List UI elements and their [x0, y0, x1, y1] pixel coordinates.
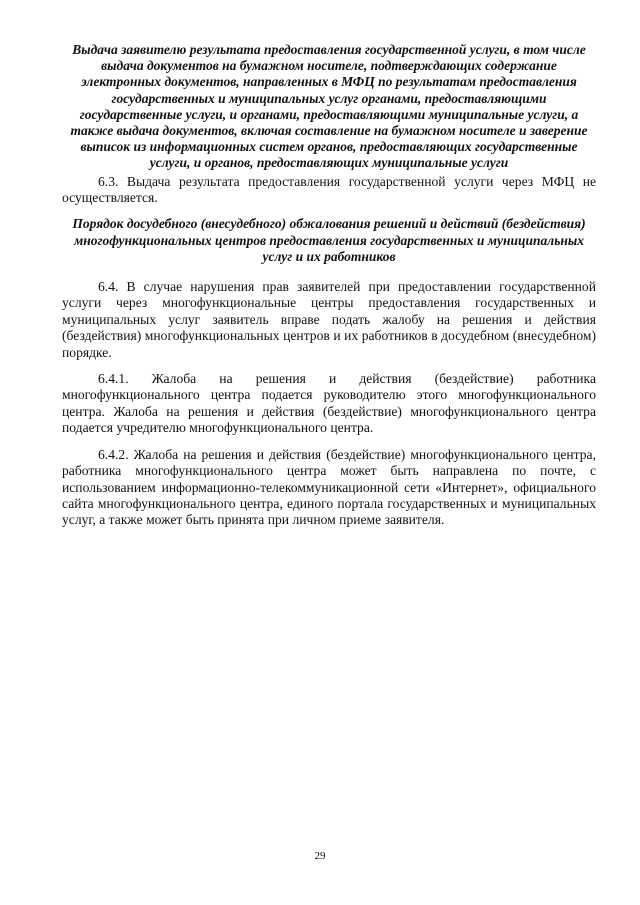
document-page: [62, 40, 596, 529]
paragraph-6-4-1: 6.4.1. Жалоба на решения и действия (бездействие) работника многофункционального центра подается руководителю этого многофункционального центра. Жалоба на решения и действия (бездействие) многофункционального центра подается учредителю многофункционального центра.: [62, 371, 596, 436]
page-number: 29: [314, 850, 326, 862]
paragraph-6-3: 6.3. Выдача результата предоставления государственной услуги через МФЦ не осуществляется.: [62, 173, 596, 206]
paragraph-6-4-2: 6.4.2. Жалоба на решения и действия (бездействие) многофункционального центра, работника многофункционального центра может быть направлена по почте, с использованием информационно-телекоммуникационной сети «Интернет», официального сайта многофункционального центра, единого портала государственных и муниципальных услуг, а также может быть принята при личном приеме заявителя.: [62, 446, 596, 528]
paragraph-6-4: 6.4. В случае нарушения прав заявителей при предоставлении государственной услуги через многофункциональные центры предоставления государственных и муниципальных услуг заявитель вправе подать жалобу на решения и действия (бездействия) многофункциональных центров и их работников в досудебном (внесудебном) порядке.: [62, 279, 596, 360]
section-heading-appeal: Порядок досудебного (внесудебного) обжалования решений и действий (бездействия) многофункциональных центров предоставления государственных и муниципальных услуг и их работников: [72, 216, 586, 264]
section-heading-issuance: Выдача заявителю результата предоставления государственной услуги, в том числе выдача документов на бумажном носителе, подтверждающих содержание электронных документов, направленных в МФЦ по результатам предоставления государственных и муниципальных услуг органами, предоставляющими государственные услуги, и органами, предоставляющими муниципальные услуги, а также выдача документов, включая составление на бумажном носителе и заверение выписок из информационных систем органов, предоставляющих государственные услуги, и органов, предоставляющих муниципальные услуги: [70, 42, 588, 171]
